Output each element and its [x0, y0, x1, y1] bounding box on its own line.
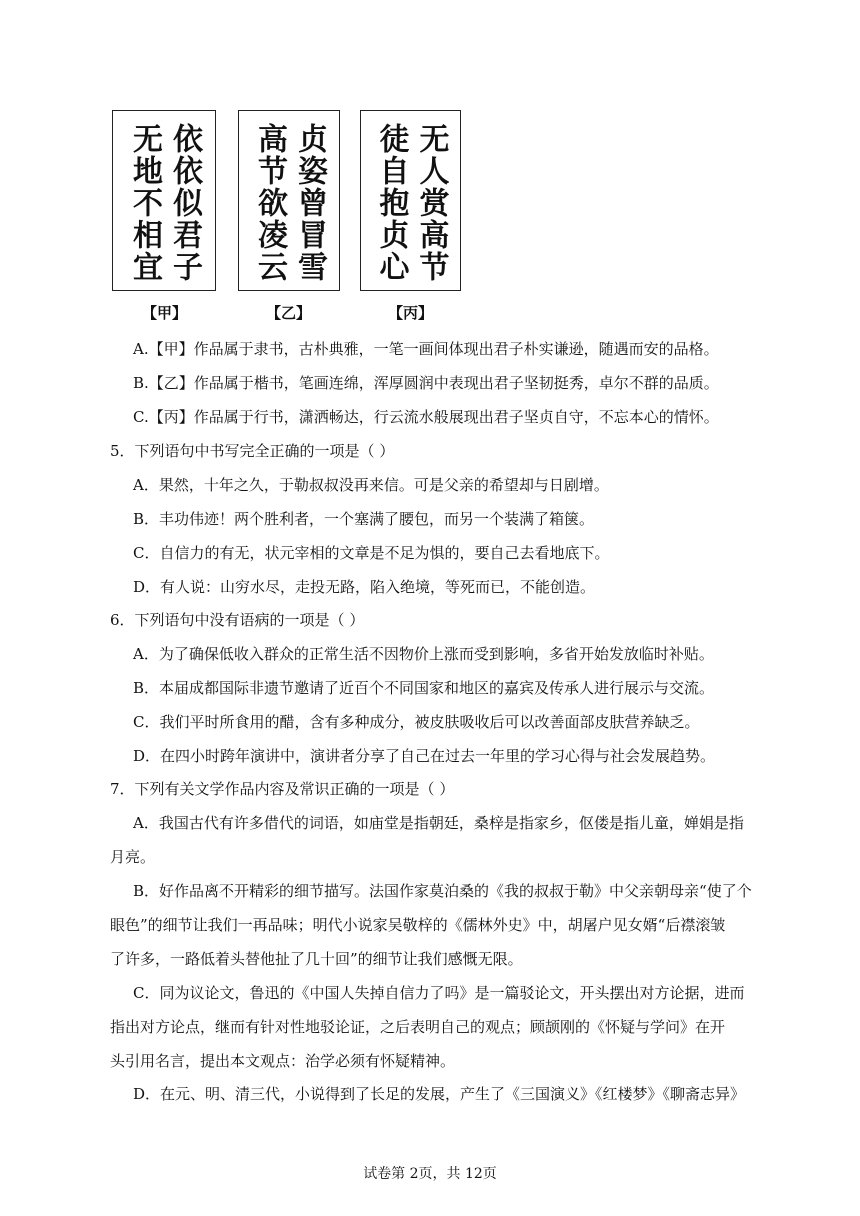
calligraphy-bing-col-2: 徒自抱贞心	[373, 123, 409, 283]
q7-option-a-line-2: 月亮。	[110, 848, 156, 866]
q6-option-b: B．本届成都国际非遗节邀请了近百个不同国家和地区的嘉宾及传承人进行展示与交流。	[133, 679, 715, 697]
q7-option-c-line-2: 指出对方论点，继而有针对性地驳论证，之后表明自己的观点；顾颉刚的《怀疑与学问》在开	[110, 1018, 726, 1036]
calligraphy-bing	[360, 110, 461, 291]
q4-option-a: A.【甲】作品属于隶书，古朴典雅，一笔一画间体现出君子朴实谦逊，随遇而安的品格。	[133, 340, 719, 358]
q7-option-d-line-1: D．在元、明、清三代，小说得到了长足的发展，产生了《三国演义》《红楼梦》《聊斋志异》	[133, 1085, 746, 1103]
calligraphy-yi-col-1: 贞姿曾冒雪	[292, 123, 327, 283]
q7-option-b-line-3: 了许多，一路低着头替他扯了几十回”的细节让我们感慨无限。	[110, 950, 523, 968]
q5-option-d: D．有人说：山穷水尽，走投无路，陷入绝境，等死而已，不能创造。	[133, 578, 596, 596]
q4-option-c: C.【丙】作品属于行书，潇洒畅达，行云流水般展现出君子坚贞自守，不忘本心的情怀。	[133, 408, 719, 426]
q7-option-b-line-2: 眼色”的细节让我们一再品味；明代小说家吴敬梓的《儒林外史》中，胡屠户见女婿“后襟滚皱	[110, 916, 726, 934]
calligraphy-yi	[238, 110, 340, 291]
q6-stem: 6．下列语句中没有语病的一项是（ ）	[110, 611, 365, 629]
q5-stem: 5．下列语句中书写完全正确的一项是（ ）	[110, 442, 395, 460]
q7-option-a-line-1: A．我国古代有许多借代的词语，如庙堂是指朝廷，桑梓是指家乡，伛偻是指儿童，婵娟是指	[133, 814, 744, 832]
q6-option-d: D．在四小时跨年演讲中，演讲者分享了自己在过去一年里的学习心得与社会发展趋势。	[133, 747, 716, 765]
calligraphy-bing-col-1: 无人赏高节	[413, 123, 449, 283]
q5-option-b: B．丰功伟迹！两个胜利者，一个塞满了腰包，而另一个装满了箱箧。	[133, 510, 595, 528]
q5-option-c: C．自信力的有无，状元宰相的文章是不足为惧的，要自己去看地底下。	[133, 544, 610, 562]
q6-option-a: A．为了确保低收入群众的正常生活不因物价上涨而受到影响，多省开始发放临时补贴。	[133, 645, 714, 663]
q5-option-a: A．果然，十年之久，于勒叔叔没再来信。可是父亲的希望却与日剧增。	[133, 476, 609, 494]
q7-option-c-line-1: C．同为议论文，鲁迅的《中国人失掉自信力了吗》是一篇驳论文，开头摆出对方论据，进而	[133, 984, 745, 1002]
page-footer: 试卷第 2页，共 12页	[363, 1166, 497, 1182]
q4-option-b: B.【乙】作品属于楷书，笔画连绵，浑厚圆润中表现出君子坚韧挺秀，卓尔不群的品质。	[133, 374, 719, 392]
q6-option-c: C．我们平时所食用的醋，含有多种成分，被皮肤吸收后可以改善面部皮肤营养缺乏。	[133, 713, 700, 731]
q7-stem: 7．下列有关文学作品内容及常识正确的一项是（ ）	[110, 780, 455, 798]
calligraphy-jia-col-1: 依依似君子	[167, 123, 202, 283]
calligraphy-jia-col-2: 无地不相宜	[127, 123, 162, 283]
label-bing: 【丙】	[388, 304, 434, 322]
q7-option-c-line-3: 头引用名言，提出本文观点：治学必须有怀疑精神。	[110, 1052, 456, 1070]
calligraphy-yi-col-2: 高节欲凌云	[252, 123, 287, 283]
label-jia: 【甲】	[142, 304, 188, 322]
label-yi: 【乙】	[266, 304, 312, 322]
calligraphy-jia	[112, 110, 216, 291]
q7-option-b-line-1: B．好作品离不开精彩的细节描写。法国作家莫泊桑的《我的叔叔于勒》中父亲朝母亲“使了个	[133, 882, 752, 900]
